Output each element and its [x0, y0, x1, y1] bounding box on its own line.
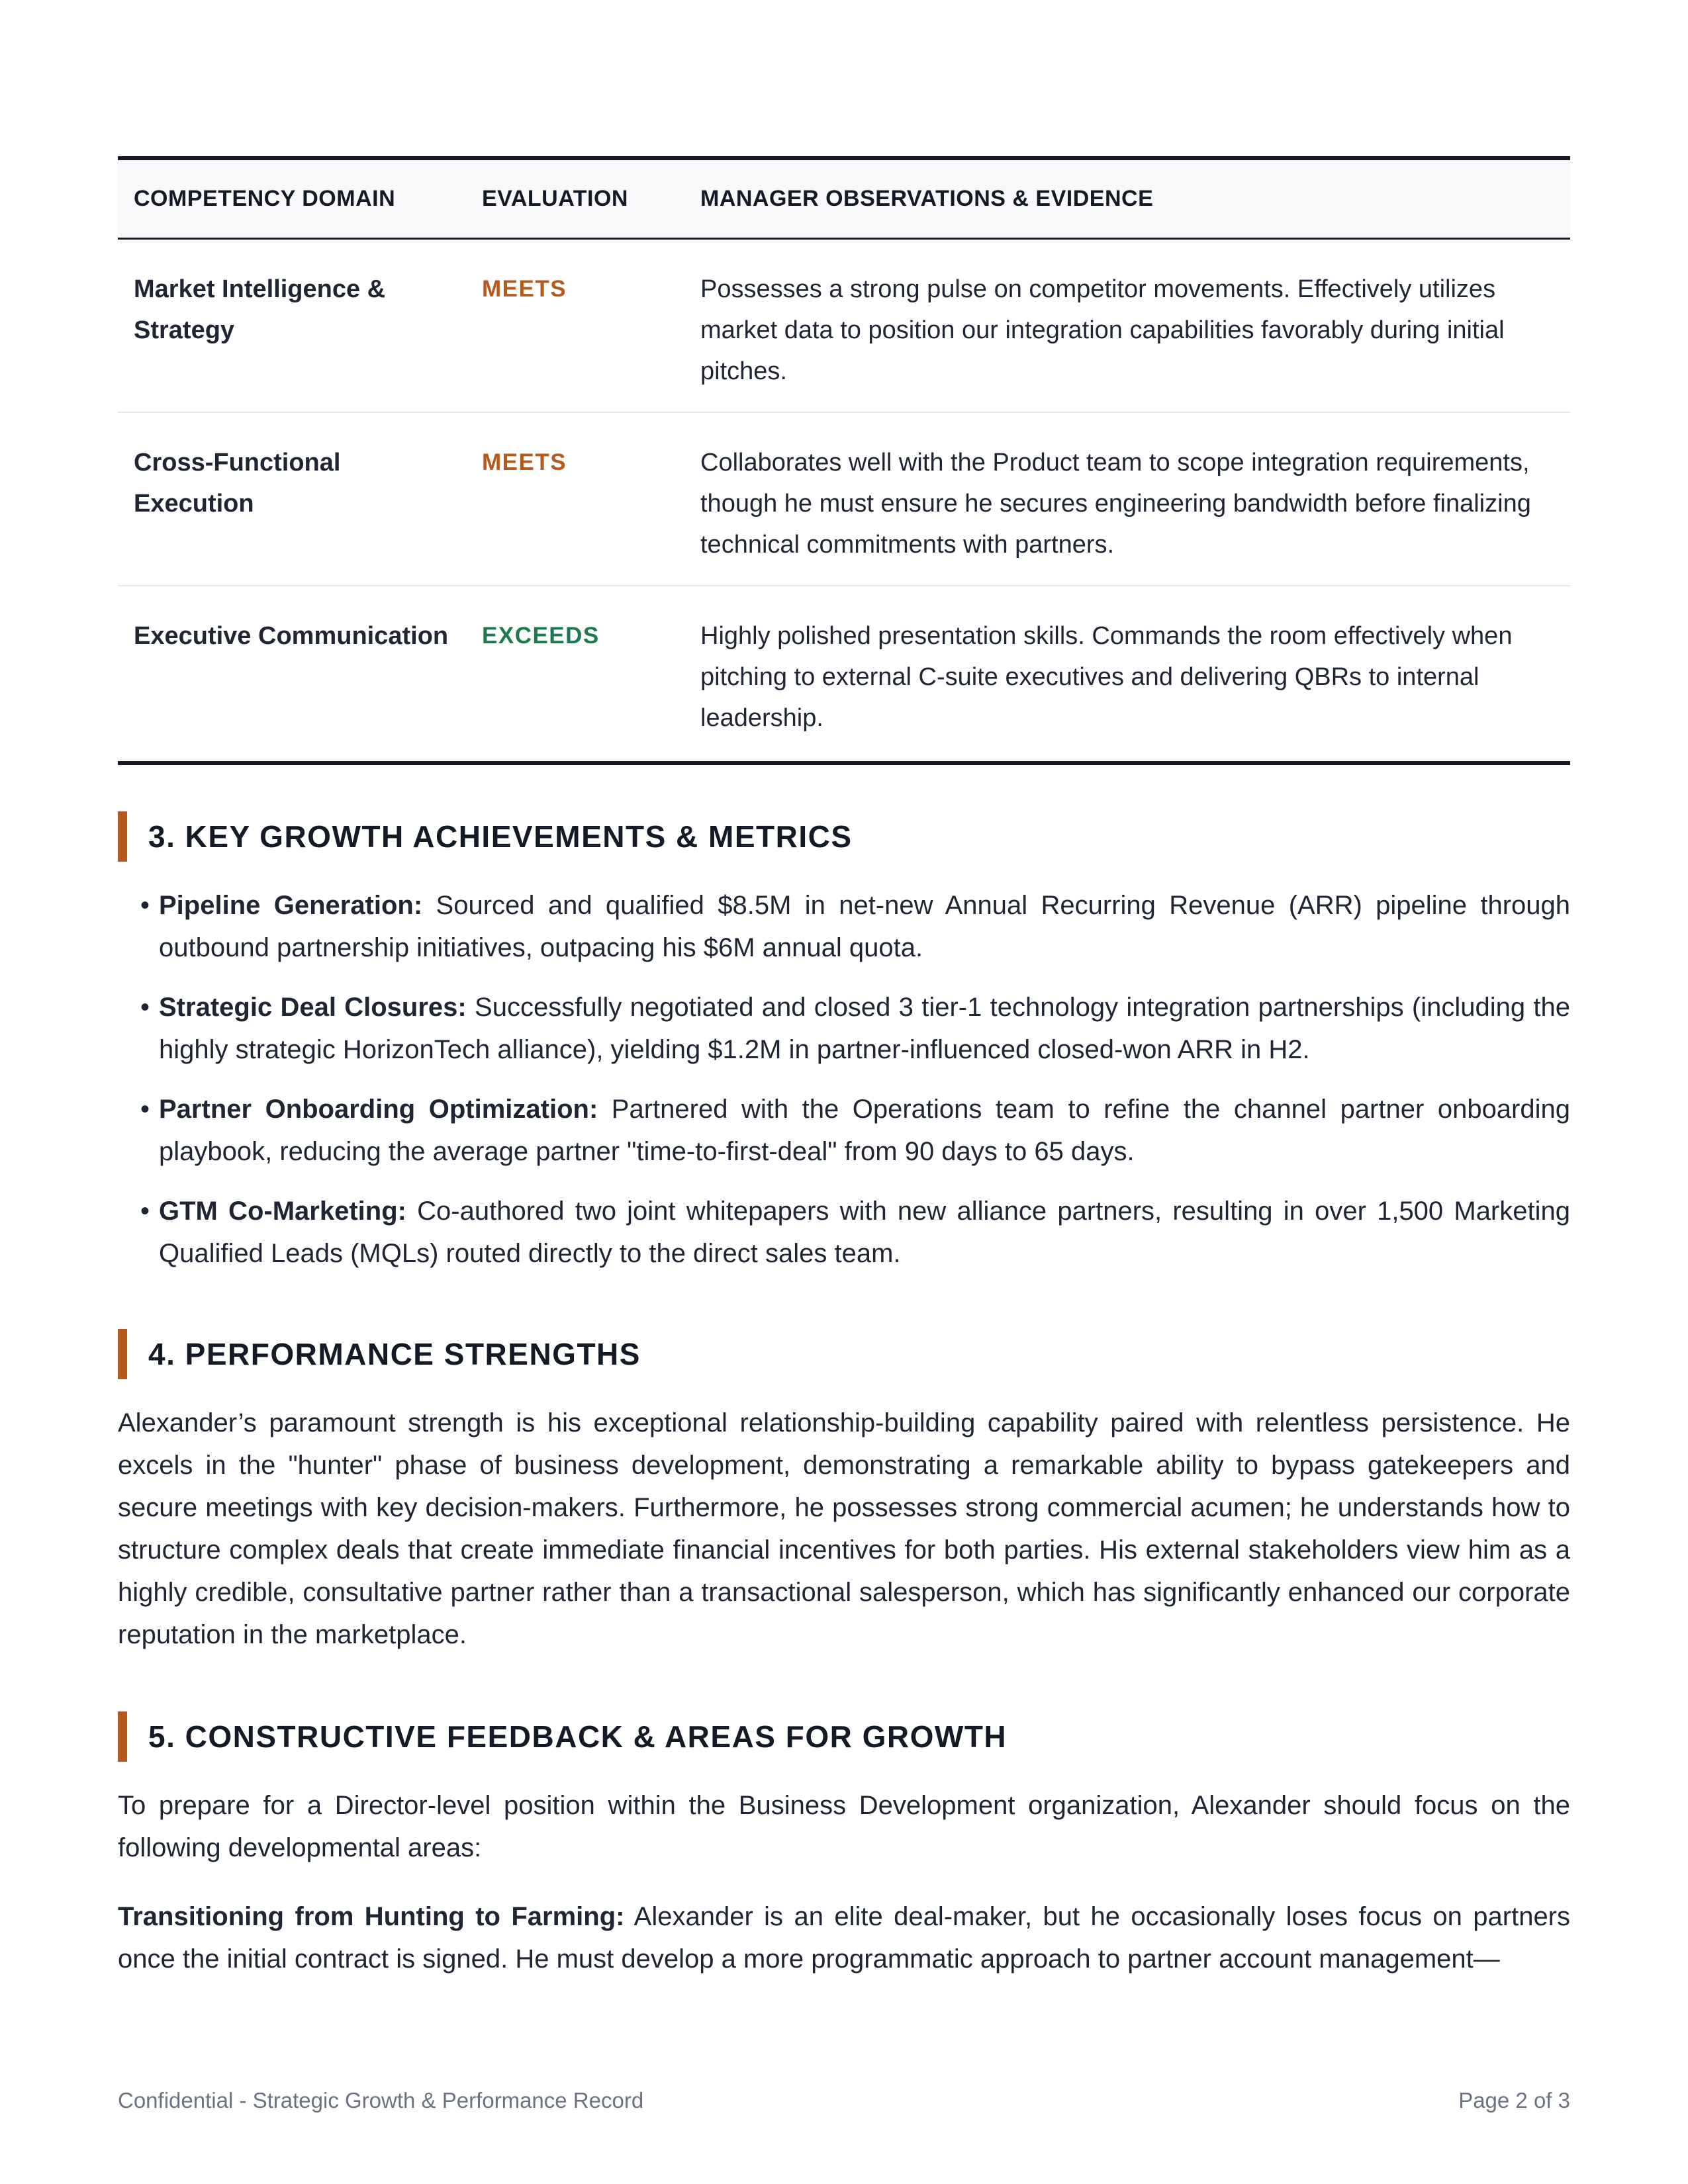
list-item [118, 986, 1570, 1071]
item-text: Successfully negotiated and closed 3 tier-1 technology integration partnerships (including the highly strategic HorizonTech alliance), yielding $1.2M in partner-influenced closed-won ARR in H2. [159, 993, 1570, 1064]
manager-observation: Collaborates well with the Product team to scope integration requirements, though he must ensure he secures engineering bandwidth before finalizing technical commitments with partners. [700, 449, 1531, 559]
feedback-item [118, 1895, 1570, 1980]
feedback-intro: To prepare for a Director-level position within the Business Development organization, Alexander should focus on the following developmental areas: [118, 1791, 1570, 1862]
section-heading-feedback [118, 1711, 1007, 1762]
feedback-item-label: Transitioning from Hunting to Farming: [118, 1902, 625, 1931]
section-heading-strengths [118, 1329, 641, 1379]
competency-domain: Executive Communication [134, 622, 449, 650]
item-text: Co-authored two joint whitepapers with new alliance partners, resulting in over 1,500 Marketing Qualified Leads (MQLs) routed directly to the direct sales team. [159, 1197, 1570, 1268]
bullet-icon: • [140, 1197, 150, 1226]
list-item [118, 884, 1570, 969]
header-competency-domain: COMPETENCY DOMAIN [134, 186, 396, 211]
footer-confidential-label: Confidential - Strategic Growth & Performance Record [118, 2088, 644, 2113]
section-title: 4. PERFORMANCE STRENGTHS [148, 1337, 641, 1371]
table-row [118, 413, 1570, 586]
page-number: Page 2 of 3 [1458, 2088, 1570, 2113]
strengths-paragraph: Alexander’s paramount strength is his exceptional relationship-building capability paired with relentless persistence. He excels in the "hunter" phase of business development, demonstrating a remarkable ability to bypass gatekeepers and secure meetings with key decision-makers. Furthermore, he possesses strong commercial acumen; he understands how to structure complex deals that create immediate financial incentives for both parties. His external stakeholders view him as a highly credible, consultative partner rather than a transactional salesperson, which has significantly enhanced our corporate reputation in the marketplace. [118, 1408, 1570, 1649]
item-text: Sourced and qualified $8.5M in net-new Annual Recurring Revenue (ARR) pipeline through outbound partnership initiatives, outpacing his $6M annual quota. [159, 891, 1571, 962]
competency-domain: Cross-Functional Execution [134, 449, 341, 518]
list-item [118, 1088, 1570, 1173]
item-label: Partner Onboarding Optimization: [159, 1095, 598, 1124]
section-heading-achievements [118, 811, 853, 862]
header-observations: MANAGER OBSERVATIONS & EVIDENCE [700, 186, 1154, 211]
section-title: 5. CONSTRUCTIVE FEEDBACK & AREAS FOR GROWTH [148, 1719, 1008, 1754]
table-header [118, 160, 1570, 240]
achievements-list [118, 884, 1570, 1292]
item-label: Strategic Deal Closures: [159, 993, 467, 1022]
manager-observation: Highly polished presentation skills. Commands the room effectively when pitching to external C-suite executives and delivering QBRs to internal leadership. [700, 622, 1513, 732]
bullet-icon: • [140, 1095, 150, 1124]
header-evaluation: EVALUATION [482, 186, 628, 211]
competency-table [118, 156, 1570, 765]
evaluation-badge: MEETS [482, 276, 567, 302]
item-label: GTM Co-Marketing: [159, 1197, 406, 1226]
section-accent-bar [118, 1329, 127, 1379]
page-footer [118, 2088, 1570, 2113]
list-item [118, 1190, 1570, 1275]
manager-observation: Possesses a strong pulse on competitor movements. Effectively utilizes market data to position our integration capabilities favorably during initial pitches. [700, 275, 1505, 385]
item-text: Partnered with the Operations team to refine the channel partner onboarding playbook, reducing the average partner "time-to-first-deal" from 90 days to 65 days. [159, 1095, 1571, 1166]
document-page [118, 0, 1570, 2184]
competency-domain: Market Intelligence & Strategy [134, 275, 386, 344]
section-accent-bar [118, 1711, 127, 1762]
feedback-item-text: Alexander is an elite deal-maker, but he occasionally loses focus on partners once the initial contract is signed. He must develop a more programmatic approach to partner account management— [118, 1902, 1571, 1974]
item-label: Pipeline Generation: [159, 891, 423, 920]
table-row [118, 586, 1570, 761]
evaluation-badge: EXCEEDS [482, 623, 600, 649]
section-title: 3. KEY GROWTH ACHIEVEMENTS & METRICS [148, 819, 853, 854]
bullet-icon: • [140, 993, 150, 1022]
evaluation-badge: MEETS [482, 449, 567, 475]
section-accent-bar [118, 811, 127, 862]
table-row [118, 240, 1570, 413]
bullet-icon: • [140, 891, 150, 920]
